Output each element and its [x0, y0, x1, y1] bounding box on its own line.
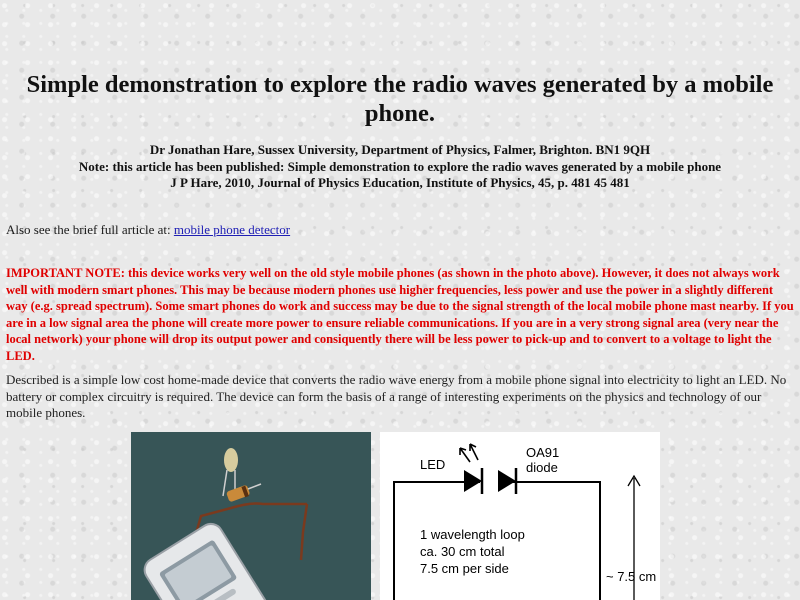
description-paragraph: Described is a simple low cost home-made device that converts the radio wave energy from a mobile phone signal into electricity to light an LED. No battery or complex circuitry is required. The device can form the basis of a range of interesting experiments on the physics and technology of our mobile phones. [6, 372, 787, 420]
mobile-phone-detector-link[interactable]: mobile phone detector [173, 222, 291, 237]
device-photo-image [131, 432, 371, 600]
see-also-text: Also see the brief full article at: [6, 222, 174, 237]
loop-description-line: 7.5 cm per side [420, 561, 509, 576]
diode-label-type: diode [526, 460, 558, 475]
side-length-label: ~ 7.5 cm [606, 569, 657, 584]
see-also-paragraph [6, 222, 290, 238]
circuit-diagram [380, 432, 660, 600]
loop-description-line: ca. 30 cm total [420, 544, 505, 559]
citation-line: J P Hare, 2010, Journal of Physics Education, Institute of Physics, 45, p. 481 45 481 [170, 175, 630, 190]
loop-description-line: 1 wavelength loop [420, 527, 525, 542]
led-label: LED [420, 457, 446, 472]
device-photo [131, 432, 371, 600]
important-note: IMPORTANT NOTE: this device works very well on the old style mobile phones (as shown in the photo above). However, it does not always work well with modern smart phones. This may be because modern phones use higher frequencies, less power and use the power in a slightly different way (e.g. spread spectrum). Some smart phones do work and success may be due to the signal strength of the local mobile phone mast nearby. If you are in a low signal area the phone will create more power to ensure reliable communications. If you are in a very strong signal area (very near the local network) your phone will drop its output power and consiquently there will be less power to pick-up and to convert to a voltage to light the LED. [6, 266, 794, 363]
author-line: Dr Jonathan Hare, Sussex University, Department of Physics, Falmer, Brighton. BN1 9QH [149, 142, 651, 157]
diode-label-part: OA91 [526, 445, 560, 460]
author-byline [0, 142, 800, 192]
page-title: Simple demonstration to explore the radio waves generated by a mobile phone. [26, 71, 774, 127]
loop-description [420, 526, 570, 577]
publication-note: Note: this article has been published: Simple demonstration to explore the radio waves generated by a mobile phone [78, 158, 722, 174]
